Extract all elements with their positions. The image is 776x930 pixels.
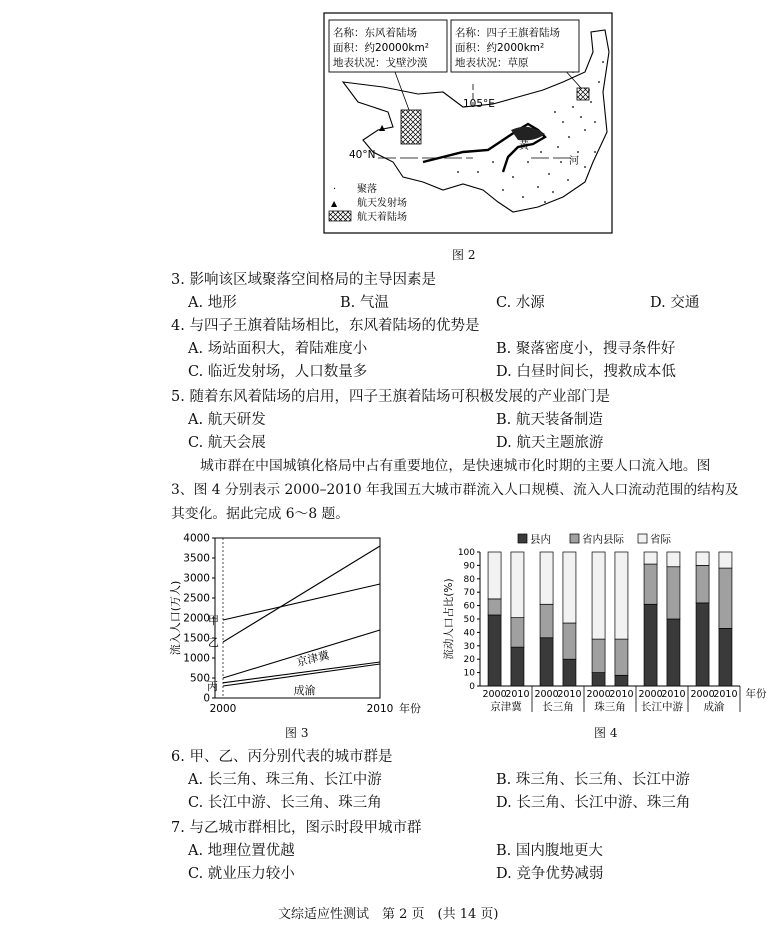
bar-segment	[644, 604, 657, 686]
bar-segment	[488, 615, 501, 686]
bar-segment	[511, 647, 524, 686]
series-label: 乙	[208, 636, 219, 649]
q6-option-a: A. 长三角、珠三角、长江中游	[188, 772, 382, 788]
bar-segment	[592, 639, 605, 673]
y-tick-label: 500	[189, 672, 210, 685]
latitude-label: 40°N	[349, 149, 376, 161]
series-line	[223, 546, 380, 642]
siziwang-surface: 地表状况：草原	[455, 57, 529, 69]
longitude-label: 105°E	[463, 98, 495, 110]
year-tick-label: 2010	[713, 689, 738, 700]
question-4: 4. 与四子王旗着陆场相比，东风着陆场的优势是	[171, 318, 480, 334]
q5-option-b: B. 航天装备制造	[496, 412, 603, 428]
series-label: 京津冀	[295, 648, 331, 669]
bar-segment	[540, 638, 553, 686]
y-tick-label: 60	[463, 601, 475, 612]
figure-2-caption: 图 2	[452, 248, 476, 262]
q6-option-c: C. 长江中游、长三角、珠三角	[188, 795, 382, 811]
intro-line-3: 其变化。据此完成 6～8 题。	[171, 506, 350, 522]
page-footer: 文综适应性测试 第 2 页 (共 14 页)	[278, 907, 499, 922]
figure-4-caption: 图 4	[594, 726, 618, 740]
q6-option-b: B. 珠三角、长三角、长江中游	[496, 772, 690, 788]
legend-landing: 航天着陆场	[357, 212, 407, 223]
y-tick-label: 20	[463, 655, 475, 666]
figure-4-stacked-bar-chart	[440, 530, 772, 718]
series-line	[223, 584, 380, 620]
legend-swatch	[518, 534, 527, 543]
q3-option-a: A. 地形	[188, 295, 237, 311]
q3-option-c: C. 水源	[496, 295, 545, 311]
y-tick-label: 10	[463, 668, 475, 679]
year-tick-label: 2010	[505, 689, 530, 700]
intro-line-2: 3、图 4 分别表示 2000–2010 年我国五大城市群流入人口规模、流入人口流动范围的结构及	[171, 482, 739, 498]
river-label-2: 河	[569, 156, 579, 167]
bar-segment	[615, 552, 628, 639]
y-tick-label: 4000	[183, 532, 210, 545]
bar-segment	[488, 552, 501, 599]
svg-text:·: ·	[333, 184, 337, 195]
map-figure	[323, 12, 613, 234]
q4-option-b: B. 聚落密度小，搜寻条件好	[496, 341, 676, 357]
plot-frame	[215, 538, 380, 698]
year-tick-label: 2000	[482, 689, 507, 700]
siziwang-area: 面积：约2000km²	[455, 42, 545, 54]
y-tick-label: 40	[463, 628, 475, 639]
legend-launch-icon: ▲	[331, 199, 338, 208]
bar-segment	[667, 567, 680, 619]
y-tick-label: 0	[203, 692, 210, 705]
x-tick-label: 2010	[366, 703, 394, 715]
legend-label: 省际	[650, 533, 671, 546]
series-label: 成渝	[293, 684, 316, 697]
figure-3-caption: 图 3	[285, 726, 309, 740]
series-label: 甲	[208, 614, 219, 627]
y-tick-label: 100	[457, 548, 475, 558]
legend-settlement: 聚落	[357, 184, 377, 195]
q7-option-d: D. 竞争优势减弱	[496, 866, 604, 882]
y-tick-label: 80	[463, 574, 475, 585]
y-tick-label: 3000	[183, 572, 210, 585]
question-6: 6. 甲、乙、丙分别代表的城市群是	[171, 749, 393, 765]
legend-swatch	[638, 534, 647, 543]
group-label: 长江中游	[641, 701, 683, 713]
legend-launch: 航天发射场	[357, 198, 407, 209]
x-axis-label: 年份	[745, 688, 767, 700]
q3-option-d: D. 交通	[650, 295, 700, 311]
y-tick-label: 3500	[183, 552, 210, 565]
q5-option-a: A. 航天研发	[188, 412, 266, 428]
group-label: 京津冀	[490, 701, 522, 713]
y-tick-label: 2500	[183, 592, 210, 605]
bar-segment	[511, 618, 524, 647]
bar-segment	[644, 564, 657, 604]
q5-option-d: D. 航天主题旅游	[496, 435, 604, 451]
year-tick-label: 2000	[586, 689, 611, 700]
bar-segment	[563, 659, 576, 686]
group-label: 长三角	[542, 701, 574, 713]
bar-segment	[696, 603, 709, 686]
group-label: 珠三角	[594, 701, 626, 713]
q4-option-a: A. 场站面积大，着陆难度小	[188, 341, 368, 357]
q7-option-c: C. 就业压力较小	[188, 866, 295, 882]
question-5: 5. 随着东风着陆场的启用，四子王旗着陆场可积极发展的产业部门是	[171, 389, 610, 405]
y-axis-label: 流动人口占比(%)	[443, 578, 455, 660]
siziwang-name: 名称：四子王旗着陆场	[455, 27, 560, 39]
year-tick-label: 2010	[609, 689, 634, 700]
bar-segment	[488, 599, 501, 615]
series-label: 丙	[207, 680, 218, 693]
q7-option-b: B. 国内腹地更大	[496, 843, 603, 859]
bar-segment	[719, 568, 732, 628]
q4-option-d: D. 白昼时间长，搜救成本低	[496, 364, 676, 380]
question-3: 3. 影响该区域聚落空间格局的主导因素是	[171, 272, 436, 288]
bar-segment	[667, 552, 680, 567]
bar-segment	[563, 552, 576, 623]
bar-segment	[644, 552, 657, 564]
year-tick-label: 2000	[690, 689, 715, 700]
legend-label: 县内	[530, 533, 551, 546]
bar-segment	[719, 628, 732, 686]
y-tick-label: 70	[463, 588, 475, 599]
figure-3-line-chart	[165, 530, 440, 720]
bar-segment	[592, 673, 605, 686]
year-tick-label: 2010	[661, 689, 686, 700]
bar-segment	[667, 619, 680, 686]
q3-option-b: B. 气温	[340, 295, 389, 311]
q5-option-c: C. 航天会展	[188, 435, 266, 451]
bar-segment	[719, 552, 732, 568]
bar-segment	[615, 639, 628, 675]
bar-segment	[511, 552, 524, 618]
y-tick-label: 50	[463, 615, 475, 625]
bar-segment	[563, 623, 576, 659]
q4-option-c: C. 临近发射场，人口数量多	[188, 364, 368, 380]
y-tick-label: 1500	[183, 632, 210, 645]
y-tick-label: 2000	[183, 612, 210, 625]
dongfeng-area: 面积：约20000km²	[333, 42, 429, 54]
y-tick-label: 30	[463, 641, 475, 652]
q7-option-a: A. 地理位置优越	[188, 843, 295, 859]
legend-swatch	[570, 534, 579, 543]
year-tick-label: 2000	[638, 689, 663, 700]
dongfeng-name: 名称：东风着陆场	[333, 27, 417, 39]
y-tick-label: 0	[469, 682, 475, 692]
launch-site-icon: ▲	[379, 123, 386, 132]
year-tick-label: 2000	[534, 689, 559, 700]
bar-segment	[696, 565, 709, 603]
q6-option-d: D. 长三角、长江中游、珠三角	[496, 795, 691, 811]
question-7: 7. 与乙城市群相比，图示时段甲城市群	[171, 820, 422, 836]
y-tick-label: 1000	[183, 652, 210, 665]
legend-label: 省内县际	[582, 533, 624, 546]
river-label-1: 黄	[519, 141, 529, 152]
dongfeng-surface: 地表状况：戈壁沙漠	[333, 57, 428, 69]
bar-segment	[696, 552, 709, 565]
x-axis-label: 年份	[399, 702, 421, 715]
x-tick-label: 2000	[209, 703, 237, 715]
bar-segment	[540, 552, 553, 604]
dongfeng-landing-area	[401, 110, 421, 144]
legend-landing-swatch	[329, 211, 351, 221]
bar-segment	[592, 552, 605, 639]
bar-segment	[615, 675, 628, 686]
group-label: 成渝	[703, 701, 725, 713]
bar-segment	[540, 604, 553, 638]
siziwang-landing-area	[577, 88, 589, 100]
y-axis-label: 流入人口(万人)	[169, 580, 182, 656]
year-tick-label: 2010	[557, 689, 582, 700]
intro-line-1: 城市群在中国城镇化格局中占有重要地位，是快速城市化时期的主要人口流入地。图	[200, 458, 711, 474]
y-tick-label: 90	[463, 561, 475, 572]
